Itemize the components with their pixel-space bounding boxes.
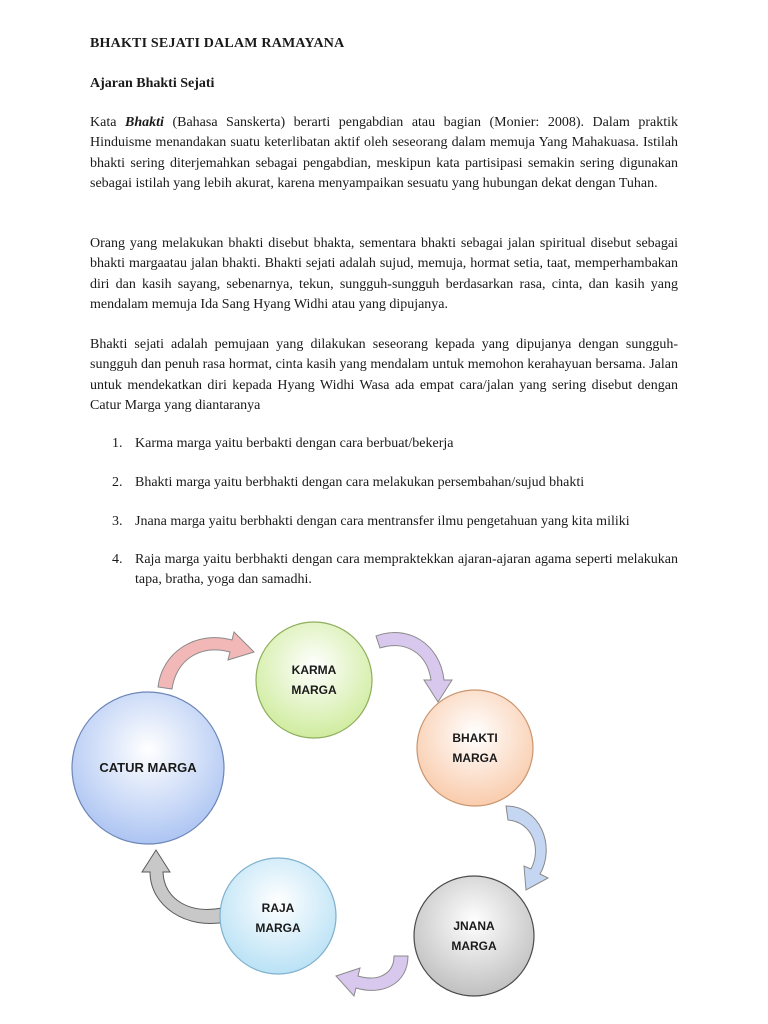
paragraph-body: (Bahasa Sanskerta) berarti pengabdian atau bagian (Monier: 2008). Dalam praktik Hinduisme menandakan suatu keterlibatan aktif oleh seseorang dalam memuja Yang Mahakuasa. Istilah bhakti sering diterjemahkan sebagai pengabdian, meskipun kata partisipasi semakin sering digunakan sebagai istilah yang lebih akurat, karena menyampaikan sesuatu yang hubungan dekat dengan Tuhan. [90,115,679,192]
list-item [90,473,678,493]
list-number: 1. [112,436,123,451]
list-text: Raja marga yaitu berbhakti dengan cara mempraktekkan ajaran-ajaran agama seperti melakukan tapa, bratha, yoga dan samadhi. [135,552,678,588]
arrow-catur-to-karma [158,632,254,689]
list-text: Jnana marga yaitu berbhakti dengan cara mentransfer ilmu pengetahuan yang kita miliki [135,514,630,529]
paragraph-catur-marga: Bhakti sejati adalah pemujaan yang dilakukan seseorang kepada yang dipujanya dengan sungguh-sungguh dan penuh rasa hormat, cinta kasih yang mendalam untuk memohon kerahayuan bersama. Jalan untuk mendekatkan diri kepada Hyang Widhi Wasa ada empat cara/jalan yang sering disebut dengan Catur Marga yang diantaranya [90,337,678,414]
section-heading: Ajaran Bhakti Sejati [90,76,215,91]
list-number: 3. [112,514,123,529]
label-bhakti-marga: BHAKTI MARGA [452,731,498,765]
label-karma-marga: KARMA MARGA [291,663,337,697]
arrow-karma-to-bhakti [376,633,452,702]
catur-marga-diagram [0,600,768,1024]
list-text: Bhakti marga yaitu berbhakti dengan cara melakukan persembahan/sujud bhakti [135,475,585,490]
label-raja-marga: RAJA MARGA [255,901,301,935]
list-item [90,512,678,532]
paragraph-definition [90,113,678,195]
document-title: BHAKTI SEJATI DALAM RAMAYANA [90,36,345,51]
paragraph-prefix: Kata [90,115,117,130]
list-number: 4. [112,552,123,567]
arrow-jnana-to-raja [336,956,408,996]
list-number: 2. [112,475,123,490]
label-catur-marga: CATUR MARGA [99,760,197,775]
label-jnana-marga: JNANA MARGA [451,919,497,953]
diagram-svg [0,600,768,1024]
list-text: Karma marga yaitu berbakti dengan cara berbuat/bekerja [135,436,454,451]
paragraph-bhakta: Orang yang melakukan bhakti disebut bhakta, sementara bhakti sebagai jalan spiritual disebut sebagai bhakti margaatau jalan bhakti. Bhakti sejati adalah sujud, memuja, hormat setia, taat, memperhambakan diri dan kasih sayang, sebenarnya, tekun, sungguh-sungguh berdasarkan rasa, cinta, dan kasih yang mendalam memuja Ida Sang Hyang Widhi atau yang dipujanya. [90,236,678,313]
arrow-bhakti-to-jnana [506,806,548,890]
list-item [90,434,678,454]
bhakti-term: Bhakti [124,115,164,130]
list-item [90,550,678,591]
arrow-raja-to-catur [142,850,226,924]
